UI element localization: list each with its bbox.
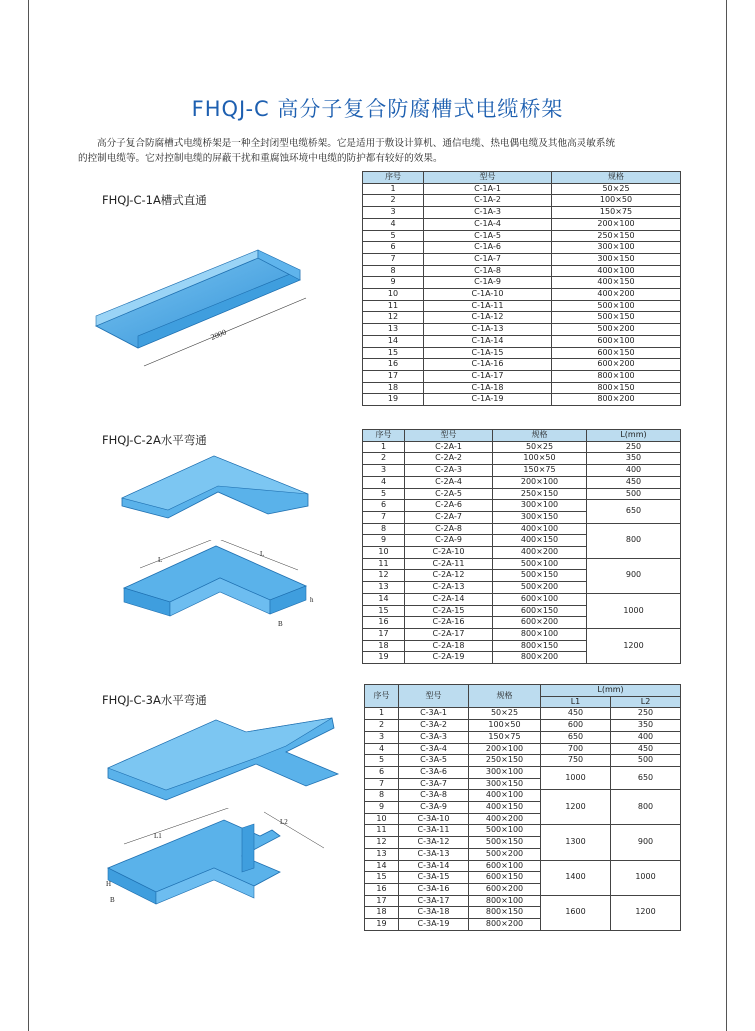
section-3a-label: FHQJ-C-3A水平弯通 [102,693,207,707]
table-cell: C-3A-18 [399,907,469,919]
table-row [363,230,681,242]
table-cell: 13 [363,324,424,336]
right-border-line [726,0,727,1031]
table-cell: 150×75 [469,731,541,743]
table-cell: 600×200 [552,359,681,371]
table-row [363,324,681,336]
table-cell: 500×100 [469,825,541,837]
table-row [365,825,681,837]
table-cell: 500×150 [469,837,541,849]
col-header-l2: L2 [611,696,681,708]
table-cell: 19 [365,919,399,931]
l2-value-cell: 400 [611,731,681,743]
table-cell: 800×100 [552,370,681,382]
l2-value-cell: 500 [611,755,681,767]
table-cell: C-2A-15 [405,605,493,617]
table-cell: 50×25 [552,183,681,195]
table-cell: C-3A-13 [399,848,469,860]
table-cell: 400×200 [493,547,587,559]
col-header-l1: L1 [541,696,611,708]
table-cell: 16 [363,617,405,629]
table-row [365,731,681,743]
table-cell: 400×150 [469,802,541,814]
table-cell: 50×25 [469,708,541,720]
intro-paragraph [78,136,688,166]
table-cell: 800×200 [552,394,681,406]
l1-value-cell: 1300 [541,825,611,860]
table-row [365,860,681,872]
label-h-3a: H [106,880,112,888]
table-cell: 12 [363,312,424,324]
label-b: B [278,620,283,628]
table-cell: 500×150 [493,570,587,582]
table-cell: C-3A-12 [399,837,469,849]
table-cell: 8 [363,523,405,535]
col-header: 规格 [552,172,681,184]
table-row [363,500,681,512]
table-row [363,277,681,289]
table-cell: 400×100 [493,523,587,535]
table-cell: 600×200 [469,883,541,895]
table-row [363,370,681,382]
table-row [365,755,681,767]
l2-value-cell: 350 [611,720,681,732]
straight-tray-illustration [90,248,330,378]
table-row [363,300,681,312]
table-cell: C-1A-18 [424,382,552,394]
table-cell: 300×150 [493,511,587,523]
l-value-cell: 650 [587,500,681,523]
col-header-spec: 规格 [469,685,541,708]
table-row [365,708,681,720]
table-cell: C-1A-16 [424,359,552,371]
table-cell: 18 [365,907,399,919]
table-cell: 8 [363,265,424,277]
spec-table-1a [362,171,681,406]
table-cell: 200×100 [469,743,541,755]
col-header-model: 型号 [399,685,469,708]
table-cell: C-1A-10 [424,289,552,301]
table-cell: 7 [363,511,405,523]
table-row [363,441,681,453]
table-row [363,382,681,394]
table-cell: C-2A-8 [405,523,493,535]
table-cell: 300×150 [469,778,541,790]
l-value-cell: 250 [587,441,681,453]
table-cell: 300×100 [469,766,541,778]
table-cell: 3 [363,465,405,477]
table-cell: 500×150 [552,312,681,324]
table-cell: 2 [363,195,424,207]
table-cell: C-3A-17 [399,895,469,907]
table-cell: C-3A-3 [399,731,469,743]
table-cell: 9 [365,802,399,814]
table-cell: 800×200 [469,919,541,931]
table-cell: 150×75 [493,465,587,477]
table-cell: 10 [363,289,424,301]
table-cell: 15 [365,872,399,884]
table-cell: 8 [365,790,399,802]
table-cell: C-1A-13 [424,324,552,336]
table-cell: 400×200 [469,813,541,825]
l1-value-cell: 1200 [541,790,611,825]
table-cell: C-1A-6 [424,242,552,254]
dimension-label: 2000 [209,327,228,342]
table-cell: 600×100 [493,593,587,605]
table-cell: C-2A-11 [405,558,493,570]
table-row [363,218,681,230]
table-cell: 3 [363,207,424,219]
table-cell: 2 [363,453,405,465]
table-cell: 200×100 [552,218,681,230]
table-cell: C-1A-2 [424,195,552,207]
tray-bottom [96,258,300,348]
l1-value-cell: 600 [541,720,611,732]
table-cell: C-3A-7 [399,778,469,790]
table-cell: 14 [363,593,405,605]
l1-value-cell: 450 [541,708,611,720]
table-row [363,253,681,265]
table-cell: 4 [363,476,405,488]
table-cell: 5 [363,230,424,242]
col-header: L(mm) [587,430,681,442]
table-cell: 6 [365,766,399,778]
table-cell: C-3A-9 [399,802,469,814]
label-b-3a: B [110,896,115,904]
table-row [363,558,681,570]
table-cell: 800×150 [552,382,681,394]
table-cell: 14 [363,335,424,347]
table-cell: 600×150 [493,605,587,617]
table-cell: 100×50 [552,195,681,207]
table-cell: 4 [365,743,399,755]
table-cell: 7 [363,253,424,265]
table-cell: C-1A-7 [424,253,552,265]
table-cell: C-3A-6 [399,766,469,778]
table-row [365,895,681,907]
table-cell: C-3A-15 [399,872,469,884]
spec-table-2a [362,429,681,664]
table-cell: C-3A-4 [399,743,469,755]
table-cell: 9 [363,277,424,289]
table-cell: 4 [363,218,424,230]
col-header: 型号 [424,172,552,184]
table-cell: 3 [365,731,399,743]
table-cell: C-2A-2 [405,453,493,465]
table-cell: 400×150 [493,535,587,547]
table-cell: 600×150 [469,872,541,884]
table-cell: C-2A-6 [405,500,493,512]
table-cell: 17 [363,370,424,382]
l-value-cell: 1000 [587,593,681,628]
tee-tray-illustration [104,808,334,908]
table-row [365,720,681,732]
l2-value-cell: 800 [611,790,681,825]
l2-value-cell: 900 [611,825,681,860]
l-value-cell: 350 [587,453,681,465]
table-row [363,593,681,605]
l2-value-cell: 450 [611,743,681,755]
table-row [365,766,681,778]
table-cell: 11 [363,558,405,570]
table-cell: C-3A-1 [399,708,469,720]
table-cell: C-1A-1 [424,183,552,195]
table-row [363,488,681,500]
table-cell: 250×150 [552,230,681,242]
l-value-cell: 800 [587,523,681,558]
table-cell: C-2A-3 [405,465,493,477]
table-cell: 400×200 [552,289,681,301]
table-cell: C-1A-9 [424,277,552,289]
table-cell: 12 [363,570,405,582]
table-cell: C-3A-11 [399,825,469,837]
spec-table-3a [364,684,681,931]
table-cell: 10 [363,547,405,559]
table-cell: 800×100 [469,895,541,907]
table-cell: 100×50 [469,720,541,732]
label-h: h [310,596,314,604]
table-row [363,265,681,277]
table-row [363,207,681,219]
col-header: 序号 [363,430,405,442]
table-cell: C-3A-2 [399,720,469,732]
table-cell: C-2A-17 [405,628,493,640]
table-row [363,465,681,477]
table-cell: C-2A-19 [405,652,493,664]
table-row [363,312,681,324]
table-cell: C-2A-7 [405,511,493,523]
table-cell: C-2A-16 [405,617,493,629]
intro-line-1: 高分子复合防腐槽式电缆桥架是一种全封闭型电缆桥架。它是适用于敷设计算机、通信电缆、热电偶电缆及其他高灵敏系统 [97,138,616,149]
table-cell: 300×100 [493,500,587,512]
table-row [363,394,681,406]
table-row [363,242,681,254]
table-cell: C-1A-11 [424,300,552,312]
l1-value-cell: 750 [541,755,611,767]
table-cell: 800×100 [493,628,587,640]
table-cell: 400×100 [552,265,681,277]
table-cell: C-1A-19 [424,394,552,406]
table-cell: 400×100 [469,790,541,802]
l2-value-cell: 650 [611,766,681,789]
table-row [365,790,681,802]
section-1a-label: FHQJ-C-1A槽式直通 [102,193,207,207]
table-cell: C-3A-19 [399,919,469,931]
table-cell: 17 [365,895,399,907]
table-row [363,183,681,195]
tee-plate-illustration [106,712,346,802]
table-cell: 150×75 [552,207,681,219]
label-l1: L1 [154,832,162,840]
table-row [363,289,681,301]
table-cell: 600×200 [493,617,587,629]
table-cell: 17 [363,628,405,640]
page-title: FHQJ-C 高分子复合防腐槽式电缆桥架 [191,97,564,121]
table-row [363,195,681,207]
table-cell: 100×50 [493,453,587,465]
table-cell: 250×150 [469,755,541,767]
table-cell: 600×150 [552,347,681,359]
table-cell: 200×100 [493,476,587,488]
table-cell: C-2A-10 [405,547,493,559]
l-value-cell: 400 [587,465,681,477]
table-cell: 18 [363,382,424,394]
table-cell: 19 [363,652,405,664]
l1-value-cell: 700 [541,743,611,755]
table-cell: C-1A-12 [424,312,552,324]
table-cell: C-1A-8 [424,265,552,277]
table-cell: 250×150 [493,488,587,500]
table-cell: 15 [363,605,405,617]
table-cell: C-3A-5 [399,755,469,767]
table-cell: 13 [363,582,405,594]
table-cell: 500×100 [493,558,587,570]
table-cell: C-1A-14 [424,335,552,347]
l1-value-cell: 650 [541,731,611,743]
elbow-tray-illustration [120,540,320,630]
table-cell: C-3A-10 [399,813,469,825]
table-cell: C-2A-5 [405,488,493,500]
l1-value-cell: 1400 [541,860,611,895]
section-2a-label: FHQJ-C-2A水平弯通 [102,433,207,447]
table-cell: 600×100 [552,335,681,347]
table-cell: 500×200 [469,848,541,860]
table-cell: 50×25 [493,441,587,453]
table-cell: C-3A-16 [399,883,469,895]
label-l-right: L [260,550,265,558]
table-row [363,628,681,640]
table-cell: C-1A-4 [424,218,552,230]
table-cell: 11 [365,825,399,837]
l-value-cell: 450 [587,476,681,488]
table-cell: C-1A-15 [424,347,552,359]
table-cell: 2 [365,720,399,732]
col-header-seq: 序号 [365,685,399,708]
l-value-cell: 500 [587,488,681,500]
table-cell: 600×100 [469,860,541,872]
table-cell: C-2A-1 [405,441,493,453]
table-cell: C-3A-8 [399,790,469,802]
table-cell: C-3A-14 [399,860,469,872]
table-cell: 1 [365,708,399,720]
table-cell: C-2A-18 [405,640,493,652]
table-cell: 5 [363,488,405,500]
intro-line-2: 的控制电缆等。它对控制电缆的屏蔽干扰和重腐蚀环境中电缆的防护都有较好的效果。 [78,153,443,164]
table-cell: C-1A-3 [424,207,552,219]
table-cell: 800×150 [493,640,587,652]
table-cell: C-1A-5 [424,230,552,242]
table-cell: 800×200 [493,652,587,664]
table-cell: 400×150 [552,277,681,289]
l1-value-cell: 1000 [541,766,611,789]
table-cell: C-2A-13 [405,582,493,594]
label-l-left: L [158,556,163,564]
l-value-cell: 1200 [587,628,681,663]
table-cell: 19 [363,394,424,406]
table-cell: 800×150 [469,907,541,919]
table-cell: C-2A-14 [405,593,493,605]
table-cell: 6 [363,500,405,512]
table-cell: 500×200 [493,582,587,594]
table-cell: C-1A-17 [424,370,552,382]
col-header: 序号 [363,172,424,184]
table-row [363,347,681,359]
left-border-line [28,0,29,1031]
col-header: 规格 [493,430,587,442]
table-row [363,359,681,371]
table-cell: C-2A-4 [405,476,493,488]
l2-value-cell: 250 [611,708,681,720]
table-cell: 1 [363,441,405,453]
table-cell: 12 [365,837,399,849]
l2-value-cell: 1200 [611,895,681,930]
table-cell: 16 [365,883,399,895]
table-cell: 7 [365,778,399,790]
l-value-cell: 900 [587,558,681,593]
table-cell: 18 [363,640,405,652]
table-row [363,476,681,488]
table-cell: 10 [365,813,399,825]
elbow-plate-illustration [118,452,318,532]
table-cell: 300×150 [552,253,681,265]
table-cell: C-2A-12 [405,570,493,582]
col-header-l-mm: L(mm) [541,685,681,697]
l2-value-cell: 1000 [611,860,681,895]
label-l2: L2 [280,818,288,826]
table-row [363,453,681,465]
table-cell: 11 [363,300,424,312]
table-cell: 6 [363,242,424,254]
table-cell: 300×100 [552,242,681,254]
l1-value-cell: 1600 [541,895,611,930]
table-cell: C-2A-9 [405,535,493,547]
table-cell: 1 [363,183,424,195]
col-header: 型号 [405,430,493,442]
table-cell: 5 [365,755,399,767]
table-cell: 500×200 [552,324,681,336]
table-row [365,743,681,755]
table-row [363,335,681,347]
table-cell: 16 [363,359,424,371]
table-row [363,523,681,535]
table-cell: 500×100 [552,300,681,312]
table-cell: 15 [363,347,424,359]
table-cell: 13 [365,848,399,860]
table-cell: 9 [363,535,405,547]
table-cell: 14 [365,860,399,872]
